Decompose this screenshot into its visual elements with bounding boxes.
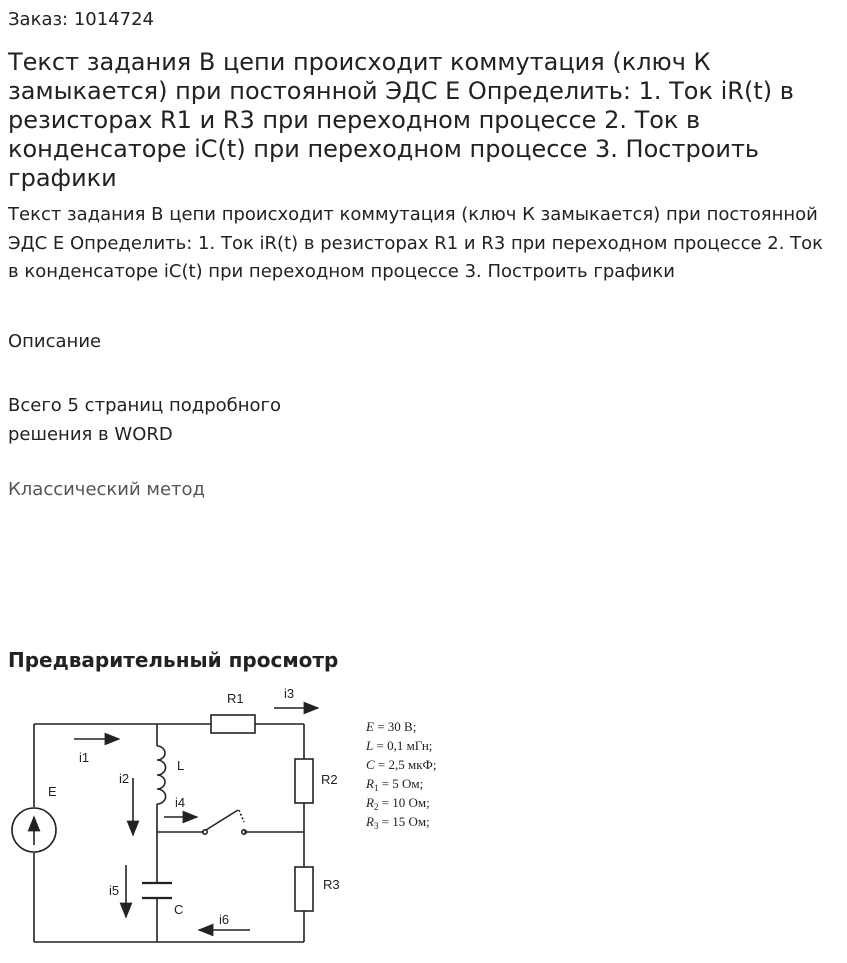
label-i6: i6 (219, 912, 230, 927)
switch-blade (206, 810, 238, 830)
switch-contact-left (203, 830, 207, 834)
param-line: $R_2 = 10$ Ом; (366, 795, 430, 812)
circuit-diagram (8, 680, 468, 950)
resistor-r1 (211, 715, 255, 733)
task-text: Текст задания В цепи происходит коммутация (ключ К замыкается) при постоянной ЭДС Е Определить: 1. Ток iR(t) в резисторах R1 и R3 при переходном процессе 2. Ток в конденсаторе iC(t) при переходном процессе 3. Построить графики (8, 204, 824, 282)
preview-title: Предварительный просмотр (8, 648, 339, 672)
circuit-parameters (365, 719, 436, 831)
circuit-preview (8, 680, 468, 950)
task-title: Текст задания В цепи происходит коммутация (ключ К замыкается) при постоянной ЭДС Е Определить: 1. Ток iR(t) в резисторах R1 и R3 при переходном процессе 2. Ток в конденсаторе iC(t) при переходном процессе 3. Построить графики (8, 48, 794, 192)
resistor-r2 (295, 759, 313, 803)
label-i5: i5 (109, 883, 120, 898)
order-number: Заказ: 1014724 (8, 9, 154, 30)
param-line: L = 0,1 мГн; (366, 738, 433, 753)
label-r1: R1 (227, 691, 244, 706)
label-r3: R3 (323, 877, 340, 892)
description-label: Описание (8, 331, 102, 352)
label-i1: i1 (79, 750, 90, 765)
label-i3: i3 (284, 686, 295, 701)
switch-arc (239, 810, 244, 822)
label-l: L (177, 758, 185, 773)
pages-info: Всего 5 страниц подробного решения в WORD (8, 395, 281, 445)
label-r2: R2 (321, 772, 338, 787)
inductor-l (157, 746, 166, 804)
param-line: $R_3 = 15$ Ом; (366, 814, 430, 831)
param-line: C = 2,5 мкФ; (366, 757, 437, 772)
param-line: E = 30 В; (366, 719, 417, 734)
label-c: C (174, 902, 184, 917)
label-i2: i2 (119, 771, 130, 786)
label-i4: i4 (175, 795, 186, 810)
method-info: Классический метод (8, 479, 205, 500)
param-line: $R_1 = 5$ Ом; (366, 776, 424, 793)
label-e: E (48, 784, 57, 799)
resistor-r3 (295, 867, 313, 911)
